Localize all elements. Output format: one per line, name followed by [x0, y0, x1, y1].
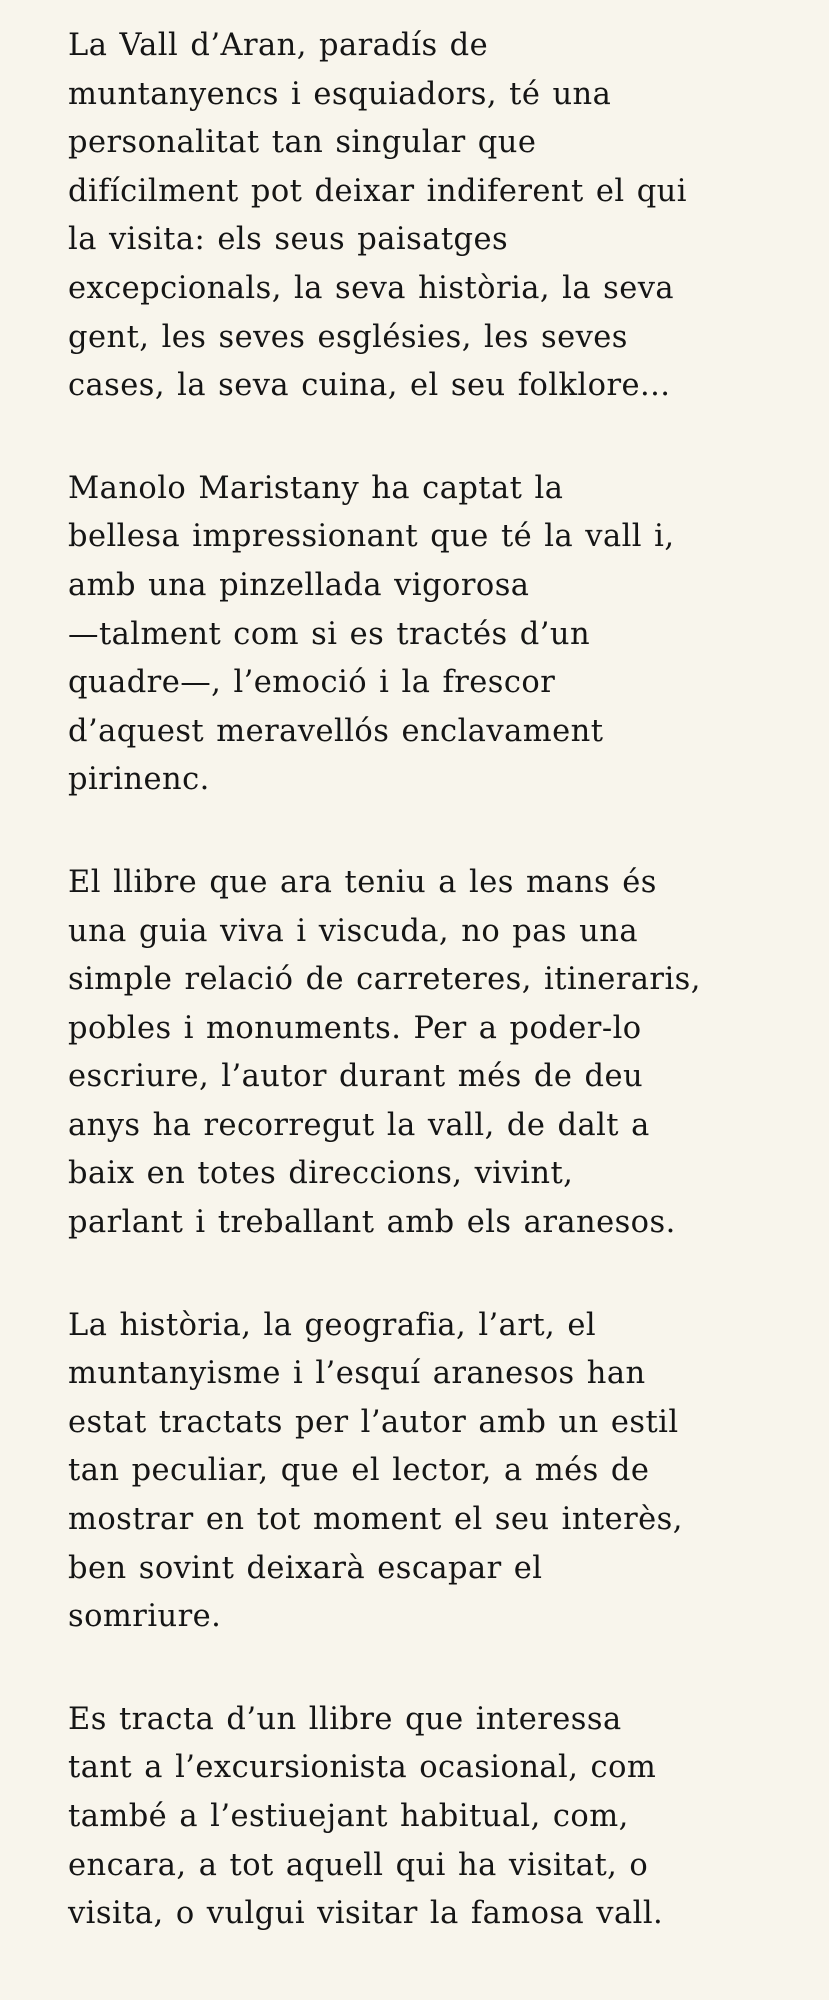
paragraph-line: El llibre que ara teniu a les mans és	[68, 864, 657, 900]
paragraph-2	[68, 465, 808, 805]
paragraph-line: visita, o vulgui visitar la famosa vall.	[68, 1896, 664, 1932]
paragraph-line: parlant i treballant amb els aranesos.	[68, 1205, 676, 1241]
paragraph-line: tant a l’excursionista ocasional, com	[68, 1750, 657, 1786]
paragraph-line: Manolo Maristany ha captat la	[68, 470, 564, 506]
paragraph-line: d’aquest meravellós enclavament	[68, 713, 604, 749]
paragraph-line: gent, les seves esglésies, les seves	[68, 319, 628, 355]
paragraph-3	[68, 859, 808, 1248]
paragraph-line: mostrar en tot moment el seu interès,	[68, 1502, 683, 1538]
paragraph-line: difícilment pot deixar indiferent el qui	[68, 173, 687, 209]
paragraph-line: ben sovint deixarà escapar el	[68, 1550, 543, 1586]
paragraph-line: tan peculiar, que el lector, a més de	[68, 1453, 650, 1489]
paragraph-line: quadre—, l’emoció i la frescor	[68, 665, 556, 701]
paragraph-line: —talment com si es tractés d’un	[68, 616, 591, 652]
paragraph-line: muntanyisme i l’esquí aranesos han	[68, 1356, 646, 1392]
paragraph-line: escriure, l’autor durant més de deu	[68, 1059, 644, 1095]
paragraph-line: anys ha recorregut la vall, de dalt a	[68, 1107, 650, 1143]
paragraph-line: també a l’estiuejant habitual, com,	[68, 1799, 629, 1834]
paragraph-line: La Vall d’Aran, paradís de	[68, 28, 489, 63]
paragraph-line: bellesa impressionant que té la vall i,	[68, 519, 675, 555]
paragraph-5	[68, 1696, 808, 1939]
paragraph-line: la visita: els seus paisatges	[68, 222, 509, 258]
paragraph-line: baix en totes direccions, vivint,	[68, 1156, 574, 1192]
paragraph-line: encara, a tot aquell qui ha visitat, o	[68, 1847, 649, 1883]
paragraph-line: amb una pinzellada vigorosa	[68, 567, 530, 603]
paragraph-line: excepcionals, la seva història, la seva	[68, 270, 675, 306]
paragraph-line: simple relació de carreteres, itineraris,	[68, 962, 701, 998]
paragraph-1	[68, 22, 808, 411]
paragraph-line: somriure.	[68, 1599, 222, 1635]
paragraph-line: La història, la geografia, l’art, el	[68, 1307, 597, 1343]
paragraph-line: una guia viva i viscuda, no pas una	[68, 913, 638, 949]
paragraph-line: muntanyencs i esquiadors, té una	[68, 76, 612, 112]
paragraph-line: pirinenc.	[68, 762, 210, 798]
description-text-block	[68, 22, 808, 1993]
paragraph-line: pobles i monuments. Per a poder-lo	[68, 1010, 642, 1046]
paragraph-line: estat tractats per l’autor amb un estil	[68, 1404, 679, 1440]
paragraph-line: personalitat tan singular que	[68, 125, 537, 161]
paragraph-4	[68, 1302, 808, 1642]
paragraph-line: Es tracta d’un llibre que interessa	[68, 1701, 622, 1737]
paragraph-line: cases, la seva cuina, el seu folklore...	[68, 368, 671, 404]
